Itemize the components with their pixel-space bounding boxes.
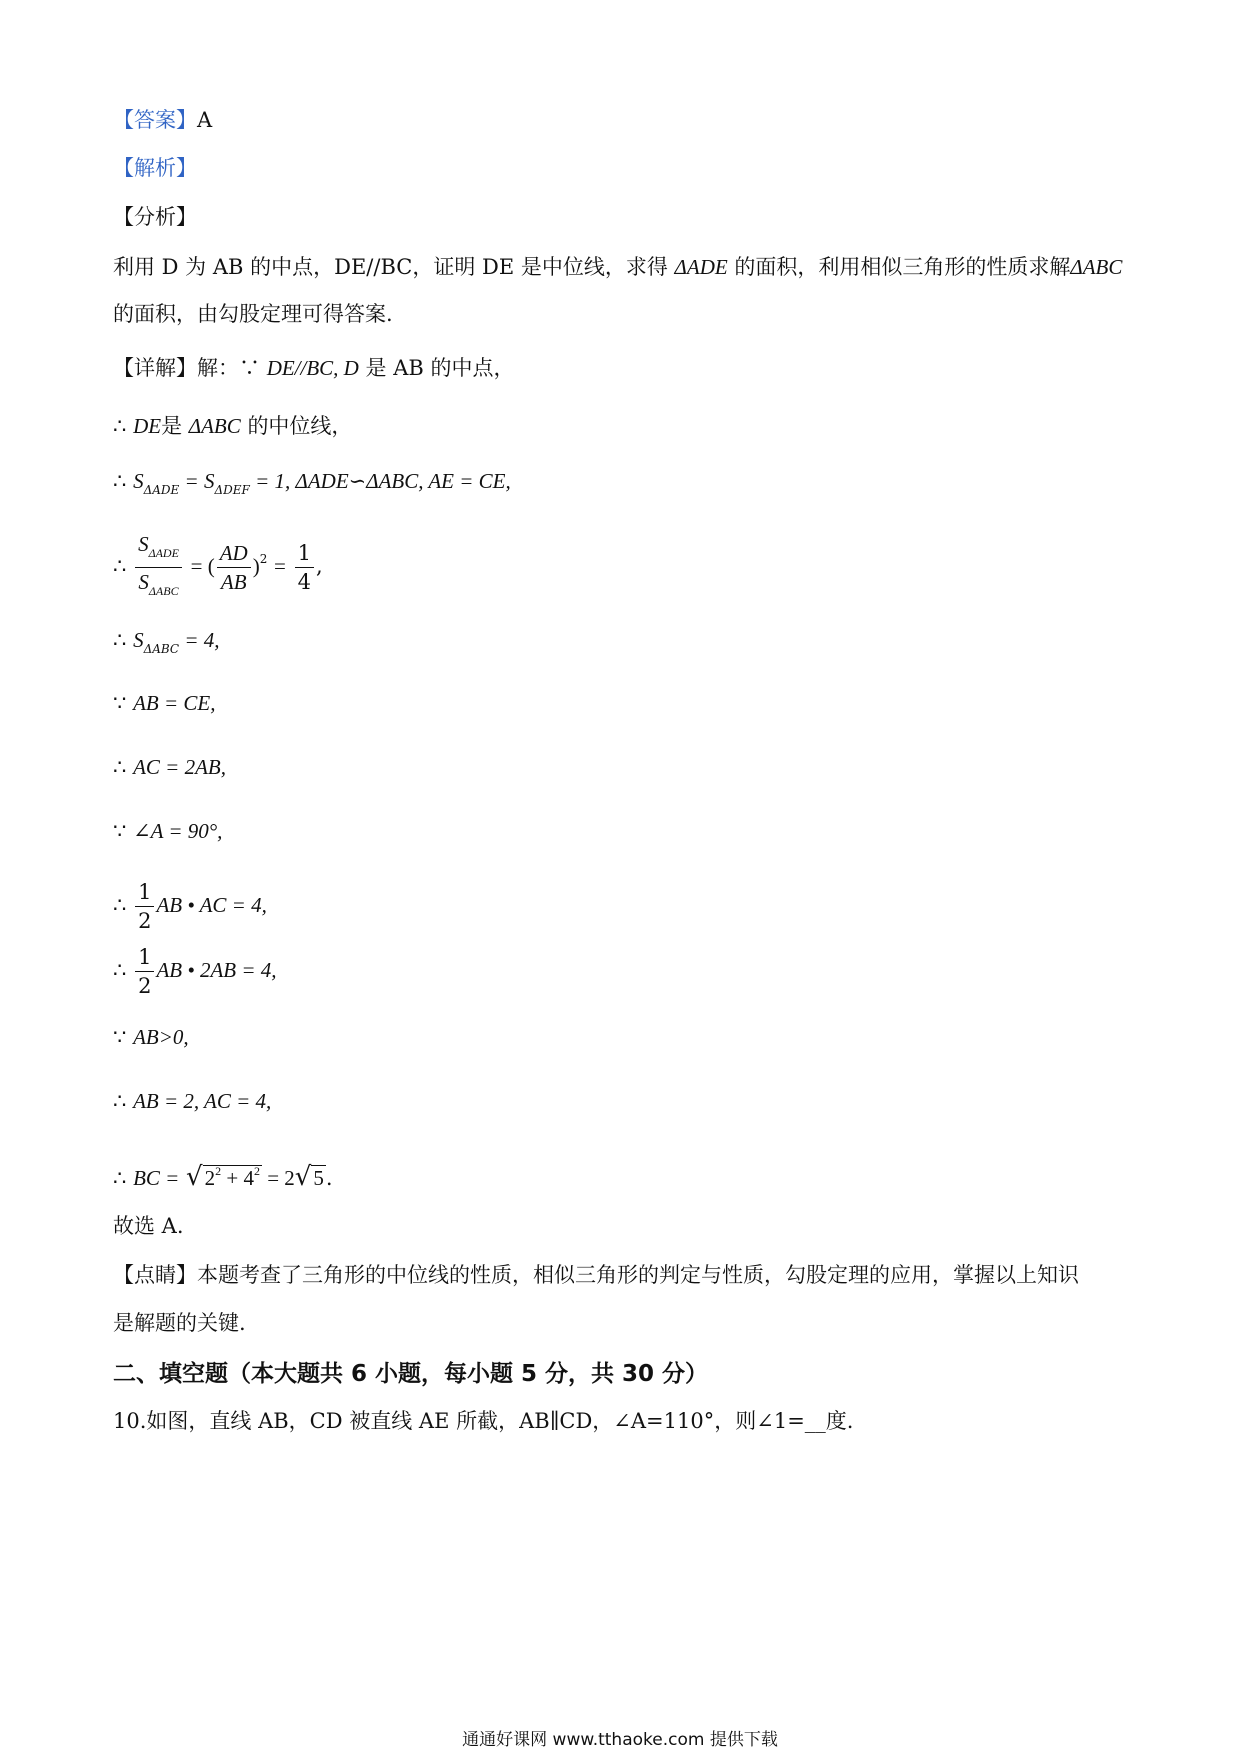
side-ratio-num: AD	[217, 539, 251, 568]
half-fraction	[135, 943, 154, 1000]
therefore-symbol: ∴	[113, 958, 127, 982]
detail-s5-tail: = 4,	[179, 628, 220, 652]
area-ratio-den-s: S	[138, 570, 149, 594]
detail-line-4	[113, 530, 323, 605]
question-10	[113, 1406, 853, 1436]
sqrt-symbol: √	[186, 1162, 203, 1192]
area-ratio-eq: = (	[190, 554, 215, 578]
dianjing-text-2: 是解题的关键.	[113, 1311, 246, 1335]
section-title: 二、填空题（本大题共 6 小题，每小题 5 分，共 30 分）	[113, 1361, 709, 1387]
sqrt-exp-2: 2	[253, 1164, 260, 1178]
sqrt-exp-1: 2	[215, 1164, 222, 1178]
detail-s11: AB>0,	[133, 1025, 189, 1049]
detail-line-9	[113, 878, 267, 935]
therefore-symbol: ∴	[113, 554, 127, 578]
dianjing-text-1: 本题考查了三角形的中位线的性质，相似三角形的判定与性质，勾股定理的应用，掌握以上知识	[197, 1263, 1079, 1287]
fenxi-math-ade: ΔADE	[674, 255, 728, 279]
side-ratio-fraction	[217, 539, 251, 596]
question-10-text: 10.如图，直线 AB，CD 被直线 AE 所截，AB∥CD，∠A=110°，则∠1=__度.	[113, 1409, 854, 1433]
detail-s1-math: DE//BC, D	[266, 356, 359, 380]
choose-line	[113, 1211, 184, 1241]
detail-s3-sub1: ΔADE	[143, 483, 180, 497]
detail-s5-s: S	[133, 628, 144, 652]
quarter-den: 4	[297, 570, 311, 594]
answer-line	[113, 105, 212, 135]
detail-line-7	[113, 752, 226, 782]
detail-s13-eq: = 2	[261, 1166, 295, 1190]
detail-line-10	[113, 943, 277, 1000]
detail-s13-a: BC =	[133, 1166, 180, 1190]
therefore-symbol: ∴	[113, 628, 127, 652]
detail-s5-sub: ΔABC	[143, 642, 180, 656]
page-footer	[0, 1725, 1240, 1750]
half-num: 1	[135, 878, 154, 907]
sqrt-five: 5	[313, 1166, 324, 1190]
half-den: 2	[138, 974, 152, 998]
answer-value: A	[197, 108, 213, 132]
therefore-symbol: ∴	[113, 1089, 127, 1113]
detail-line-11	[113, 1022, 189, 1052]
detail-s3-sub2: ΔDEF	[214, 483, 250, 497]
fenxi-text-2: 的面积，利用相似三角形的性质求解	[734, 255, 1071, 279]
detail-line-8	[113, 816, 222, 846]
side-ratio-close: )	[252, 554, 260, 578]
because-symbol: ∵	[113, 1025, 127, 1049]
detail-s6: AB = CE,	[133, 691, 216, 715]
detail-line-1	[113, 353, 515, 383]
area-ratio-den-sub: ΔABC	[148, 584, 179, 598]
choose-text: 故选 A.	[113, 1214, 184, 1238]
footer-text: 通通好课网 www.tthaoke.com 提供下载	[462, 1730, 778, 1750]
detail-s3-b: = S	[179, 469, 215, 493]
dianjing-line-2	[113, 1308, 246, 1338]
sqrt-base-2: 4	[243, 1166, 254, 1190]
fenxi-line-2	[113, 299, 393, 329]
therefore-symbol: ∴	[113, 414, 127, 438]
detail-s12: AB = 2, AC = 4,	[133, 1089, 272, 1113]
detail-s7: AC = 2AB,	[133, 755, 226, 779]
detail-s9: AB • AC = 4,	[156, 893, 267, 917]
detail-s1-text: 是 AB 的中点，	[365, 356, 515, 380]
side-ratio-den: AB	[220, 570, 247, 594]
therefore-symbol: ∴	[113, 1166, 127, 1190]
because-symbol: ∵	[113, 819, 127, 843]
area-ratio-tail: ,	[315, 554, 323, 578]
fenxi-math-abc: ΔABC	[1070, 255, 1123, 279]
detail-s2-math-de: DE	[133, 414, 162, 438]
dianjing-tag: 【点睛】	[113, 1263, 197, 1287]
area-ratio-num-sub: ΔADE	[148, 546, 179, 560]
fenxi-text-1: 利用 D 为 AB 的中点，DE//BC，证明 DE 是中位线，求得	[113, 255, 668, 279]
detail-tag: 【详解】	[113, 356, 197, 380]
because-symbol: ∵	[113, 691, 127, 715]
therefore-symbol: ∴	[113, 755, 127, 779]
sqrt-plus: +	[221, 1166, 244, 1190]
detail-line-2	[113, 411, 352, 441]
detail-s2-text-2: 的中位线，	[247, 414, 353, 438]
fenxi-text-3: 的面积，由勾股定理可得答案.	[113, 302, 393, 326]
detail-lead: 解：	[197, 356, 239, 380]
area-ratio-eq2: =	[274, 554, 286, 578]
half-fraction	[135, 878, 154, 935]
detail-s10: AB • 2AB = 4,	[156, 958, 277, 982]
detail-s2-math-abc: ΔABC	[188, 414, 241, 438]
analysis-tag: 【解析】	[113, 156, 197, 180]
fenxi-line-1	[113, 252, 1122, 282]
section-heading	[113, 1359, 708, 1389]
sqrt-symbol-2: √	[294, 1162, 312, 1192]
answer-tag: 【答案】	[113, 108, 197, 132]
side-ratio-power: 2	[259, 552, 268, 566]
because-symbol: ∵	[239, 356, 260, 380]
fenxi-tag: 【分析】	[113, 205, 197, 229]
detail-s2-text-1: 是	[161, 414, 183, 438]
detail-s13-tail: .	[325, 1166, 333, 1190]
half-den: 2	[138, 909, 152, 933]
therefore-symbol: ∴	[113, 469, 127, 493]
half-num: 1	[135, 943, 154, 972]
detail-line-6	[113, 688, 215, 718]
area-ratio-fraction	[135, 530, 182, 605]
fenxi-tag-line	[113, 202, 197, 232]
detail-s3-a: S	[133, 469, 144, 493]
sqrt-base-1: 2	[204, 1166, 216, 1190]
detail-line-5	[113, 625, 220, 664]
therefore-symbol: ∴	[113, 893, 127, 917]
quarter-num: 1	[295, 539, 314, 568]
quarter-fraction	[295, 539, 314, 596]
detail-line-13	[113, 1156, 333, 1193]
sqrt-radicand	[203, 1165, 262, 1190]
area-ratio-num-s: S	[138, 532, 149, 556]
analysis-tag-line	[113, 153, 197, 183]
detail-line-12	[113, 1086, 271, 1116]
dianjing-line-1	[113, 1260, 1079, 1290]
detail-s8: ∠A = 90°,	[133, 819, 223, 843]
detail-s3-c: = 1, ΔADE∽ΔABC, AE = CE,	[249, 469, 511, 493]
detail-line-3	[113, 466, 511, 505]
